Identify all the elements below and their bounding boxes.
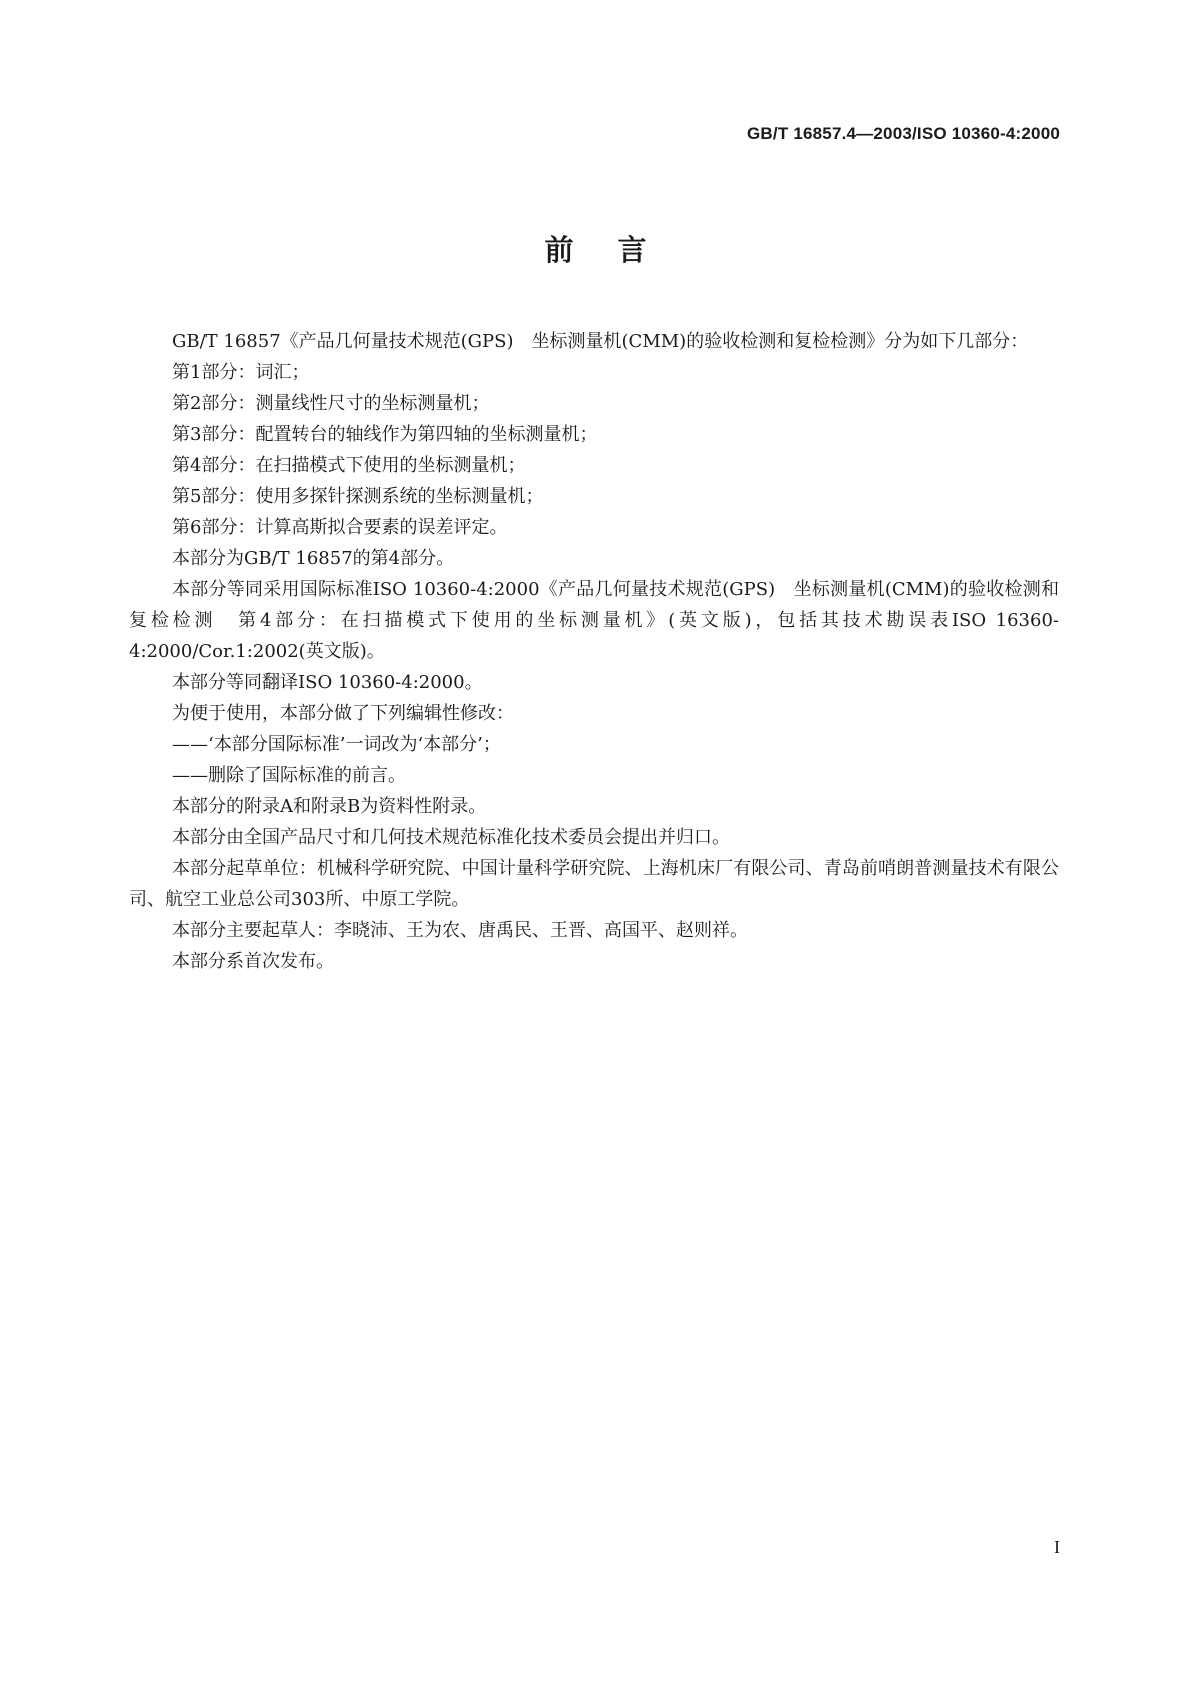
paragraph-edits-intro: 为便于使用，本部分做了下列编辑性修改： bbox=[172, 703, 514, 724]
paragraph-edit-2: ——删除了国际标准的前言。 bbox=[172, 765, 406, 786]
paragraph-part-2: 第2部分：测量线性尺寸的坐标测量机； bbox=[172, 393, 490, 414]
paragraph-this-part: 本部分为GB/T 16857的第4部分。 bbox=[172, 548, 455, 569]
paragraph-part-6: 第6部分：计算高斯拟合要素的误差评定。 bbox=[172, 517, 508, 538]
foreword-body bbox=[129, 326, 1059, 977]
page-title: 前言 bbox=[544, 233, 691, 267]
standard-code: GB/T 16857.4—2003/ISO 10360-4:2000 bbox=[747, 124, 1060, 143]
paragraph-drafters: 本部分主要起草人：李晓沛、王为农、唐禹民、王晋、高国平、赵则祥。 bbox=[172, 920, 748, 941]
paragraph-first-release: 本部分系首次发布。 bbox=[172, 951, 334, 972]
paragraph-part-5: 第5部分：使用多探针探测系统的坐标测量机； bbox=[172, 486, 544, 507]
paragraph-part-3: 第3部分：配置转台的轴线作为第四轴的坐标测量机； bbox=[172, 424, 598, 445]
paragraph-committee: 本部分由全国产品尺寸和几何技术规范标准化技术委员会提出并归口。 bbox=[172, 827, 730, 848]
paragraph-edit-1: ——‘本部分国际标准’一词改为‘本部分’； bbox=[172, 734, 501, 755]
paragraph-parts-intro: GB/T 16857《产品几何量技术规范(GPS) 坐标测量机(CMM)的验收检测和复检检测》分为如下几部分： bbox=[172, 331, 1029, 352]
paragraph-translation: 本部分等同翻译ISO 10360-4:2000。 bbox=[172, 672, 483, 693]
page-number: I bbox=[1054, 1537, 1060, 1557]
paragraph-adoption: 本部分等同采用国际标准ISO 10360-4:2000《产品几何量技术规范(GPS) 坐标测量机(CMM)的验收检测和复检检测 第4部分：在扫描模式下使用的坐标测量机》(英文版)，包括其技术勘误表ISO 16360-4:2000/Cor.1:2002(英文版)。 bbox=[129, 579, 1059, 662]
paragraph-drafting-units: 本部分起草单位：机械科学研究院、中国计量科学研究院、上海机床厂有限公司、青岛前哨朗普测量技术有限公司、航空工业总公司303所、中原工学院。 bbox=[129, 858, 1059, 910]
paragraph-part-1: 第1部分：词汇； bbox=[172, 362, 310, 383]
paragraph-part-4: 第4部分：在扫描模式下使用的坐标测量机； bbox=[172, 455, 526, 476]
paragraph-annexes: 本部分的附录A和附录B为资料性附录。 bbox=[172, 796, 487, 817]
